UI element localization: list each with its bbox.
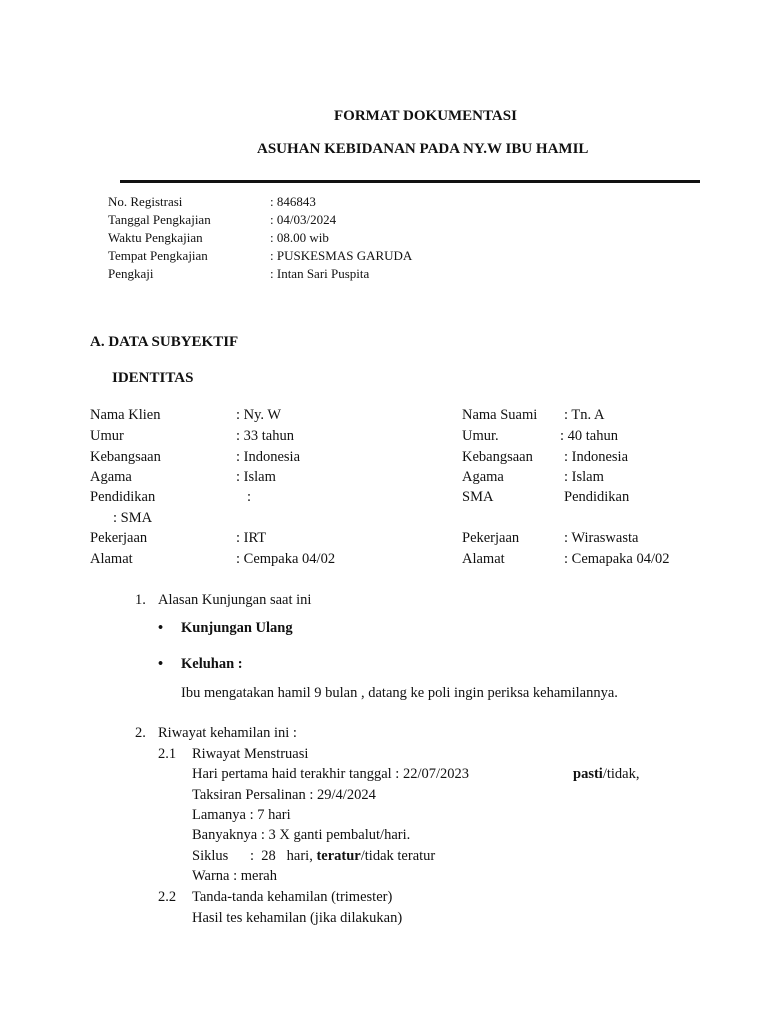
registration-value: : PUSKESMAS GARUDA <box>270 248 413 263</box>
identity-label: Nama Klien <box>90 407 161 423</box>
registration-value: : 08.00 wib <box>270 230 329 245</box>
identity-label: Nama Suami <box>462 407 538 423</box>
hpht-status-rest: /tidak, <box>602 766 640 782</box>
identity-value: : Islam <box>564 469 604 485</box>
identity-value: : Wiraswasta <box>564 530 639 546</box>
identity-label: Umur. <box>462 428 499 444</box>
visit-type: Kunjungan Ulang <box>181 620 293 636</box>
identity-value: : IRT <box>236 530 267 546</box>
pregnancy-signs-heading: Tanda-tanda kehamilan (trimester) <box>192 889 393 905</box>
amount-line: Banyaknya : 3 X ganti pembalut/hari. <box>192 827 411 843</box>
cycle-rest: /tidak teratur <box>360 848 436 864</box>
hpht-status <box>573 766 639 783</box>
identity-label: Agama <box>462 469 504 485</box>
identity-value: : <box>247 489 252 505</box>
menstrual-history-heading: Riwayat Menstruasi <box>192 746 309 762</box>
identity-label: Pekerjaan <box>462 530 520 546</box>
identity-value: : Indonesia <box>236 449 301 465</box>
identity-value: : 33 tahun <box>236 428 294 444</box>
sub-number: 2.2 <box>158 889 177 905</box>
list-number: 2. <box>135 725 146 741</box>
identity-value: : Cemapaka 04/02 <box>564 551 670 567</box>
identity-label: Pekerjaan <box>90 530 148 546</box>
identity-label: Alamat <box>90 551 133 567</box>
registration-label: Tanggal Pengkajian <box>108 212 211 227</box>
pregnancy-test-line: Hasil tes kehamilan (jika dilakukan) <box>192 910 403 926</box>
hpht-status-selected: pasti <box>573 766 603 782</box>
cycle-selected: teratur <box>316 848 361 864</box>
identity-label: Kebangsaan <box>90 449 161 465</box>
identity-label: Pendidikan <box>90 489 156 505</box>
registration-label: Pengkaji <box>108 266 154 281</box>
identity-label: Kebangsaan <box>462 449 533 465</box>
registration-label: Waktu Pengkajian <box>108 230 203 245</box>
cycle-line <box>192 848 435 865</box>
registration-value: : 846843 <box>270 194 316 209</box>
identity-value: : 40 tahun <box>560 428 618 444</box>
bullet-icon: • <box>158 656 164 672</box>
document-subtitle: ASUHAN KEBIDANAN PADA NY.W IBU HAMIL <box>257 141 589 157</box>
visit-reason-heading: Alasan Kunjungan saat ini <box>158 592 312 608</box>
document-title: FORMAT DOKUMENTASI <box>334 108 517 124</box>
color-line: Warna : merah <box>192 868 277 884</box>
registration-value: : 04/03/2024 <box>270 212 337 227</box>
identity-label: SMA <box>462 489 494 505</box>
registration-label: No. Registrasi <box>108 194 183 209</box>
identity-label: Alamat <box>462 551 505 567</box>
identity-value: : Indonesia <box>564 449 629 465</box>
identity-value: Pendidikan <box>564 489 630 505</box>
pregnancy-history-heading: Riwayat kehamilan ini : <box>158 725 297 741</box>
bullet-icon: • <box>158 620 164 636</box>
complaint-text: Ibu mengatakan hamil 9 bulan , datang ke poli ingin periksa kehamilannya. <box>181 685 618 701</box>
registration-label: Tempat Pengkajian <box>108 248 208 263</box>
sub-number: 2.1 <box>158 746 177 762</box>
section-a-title: A. DATA SUBYEKTIF <box>90 334 239 350</box>
identity-value: : Tn. A <box>564 407 605 423</box>
identity-value: : Islam <box>236 469 276 485</box>
cycle-prefix: Siklus : 28 hari, <box>192 848 317 864</box>
complaint-heading: Keluhan : <box>181 656 243 672</box>
duration-line: Lamanya : 7 hari <box>192 807 291 823</box>
due-date-line: Taksiran Persalinan : 29/4/2024 <box>192 787 376 803</box>
identity-label: Agama <box>90 469 132 485</box>
identity-value: : Cempaka 04/02 <box>236 551 336 567</box>
identity-heading: IDENTITAS <box>112 370 194 386</box>
identity-value-wrap: : SMA <box>113 510 153 526</box>
registration-value: : Intan Sari Puspita <box>270 266 370 281</box>
hpht-line: Hari pertama haid terakhir tanggal : 22/07/2023 <box>192 766 470 782</box>
identity-value: : Ny. W <box>236 407 282 423</box>
identity-label: Umur <box>90 428 124 444</box>
header-divider <box>120 180 700 183</box>
list-number: 1. <box>135 592 146 608</box>
